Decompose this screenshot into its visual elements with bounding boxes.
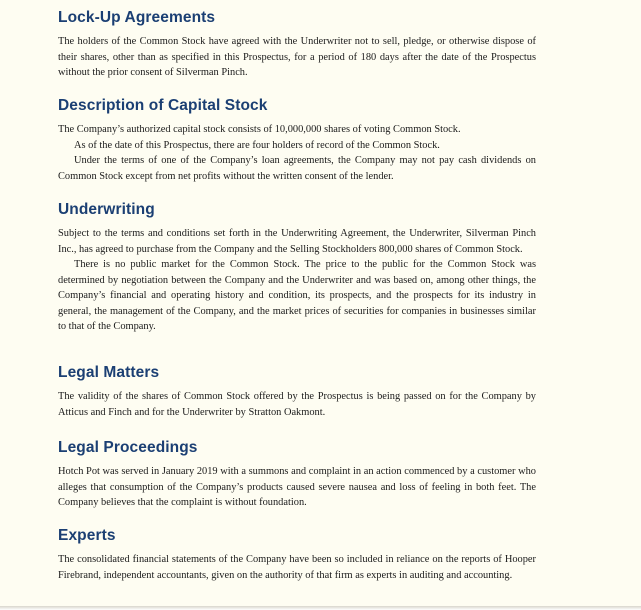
section-underwriting [58, 201, 536, 364]
section-paragraph: Under the terms of one of the Company’s loan agreements, the Company may not pay cash dividends on Common Stock except from net profits without the written consent of the lender. [58, 155, 536, 182]
section-legal-proceedings [58, 439, 536, 527]
section-description-of-capital-stock [58, 97, 536, 201]
section-paragraph: The validity of the shares of Common Stock offered by the Prospectus is being passed on for the Company by Atticus and Finch and for the Underwriter by Stratton Oakmont. [58, 391, 536, 418]
section-paragraph: Hotch Pot was served in January 2019 with a summons and complaint in an action commenced by a customer who alleges that consumption of the Company’s products caused severe nausea and loss of feeling in both feet. The Company believes that the complaint is without foundation. [58, 466, 536, 508]
section-paragraph: The Company’s authorized capital stock consists of 10,000,000 shares of voting Common Stock. [58, 124, 461, 135]
section-lock-up-agreements [58, 9, 536, 97]
section-heading: Lock-Up Agreements [58, 9, 216, 26]
section-heading: Description of Capital Stock [58, 97, 268, 114]
section-paragraph: The holders of the Common Stock have agreed with the Underwriter not to sell, pledge, or otherwise dispose of their shares, other than as specified in this Prospectus, for a period of 180 days after the date of the Prospectus without the prior consent of Silverman Pinch. [58, 36, 536, 78]
section-heading: Legal Proceedings [58, 439, 198, 456]
section-paragraph: As of the date of this Prospectus, there are four holders of record of the Common Stock. [74, 139, 440, 151]
section-heading: Experts [58, 527, 116, 544]
section-heading: Legal Matters [58, 364, 160, 381]
section-paragraph: The consolidated financial statements of the Company have been so included in reliance on the reports of Hooper Firebrand, independent accountants, given on the authority of that firm as experts in auditing and accounting. [58, 554, 536, 581]
section-paragraph: There is no public market for the Common Stock. The price to the public for the Common Stock was determined by negotiation between the Company and the Underwriter and was based on, among other things, the Company’s financial and operating history and condition, its prospects, and the prospects for its industry in general, the management of the Company, and the market prices of securities for companies in businesses similar to that of the Company. [58, 259, 536, 332]
section-heading: Underwriting [58, 201, 155, 218]
section-experts [58, 527, 536, 607]
section-paragraph: Subject to the terms and conditions set forth in the Underwriting Agreement, the Underwriter, Silverman Pinch Inc., has agreed to purchase from the Company and the Selling Stockholders 800,000 shares of Common Stock. [58, 228, 536, 255]
section-legal-matters [58, 364, 536, 439]
